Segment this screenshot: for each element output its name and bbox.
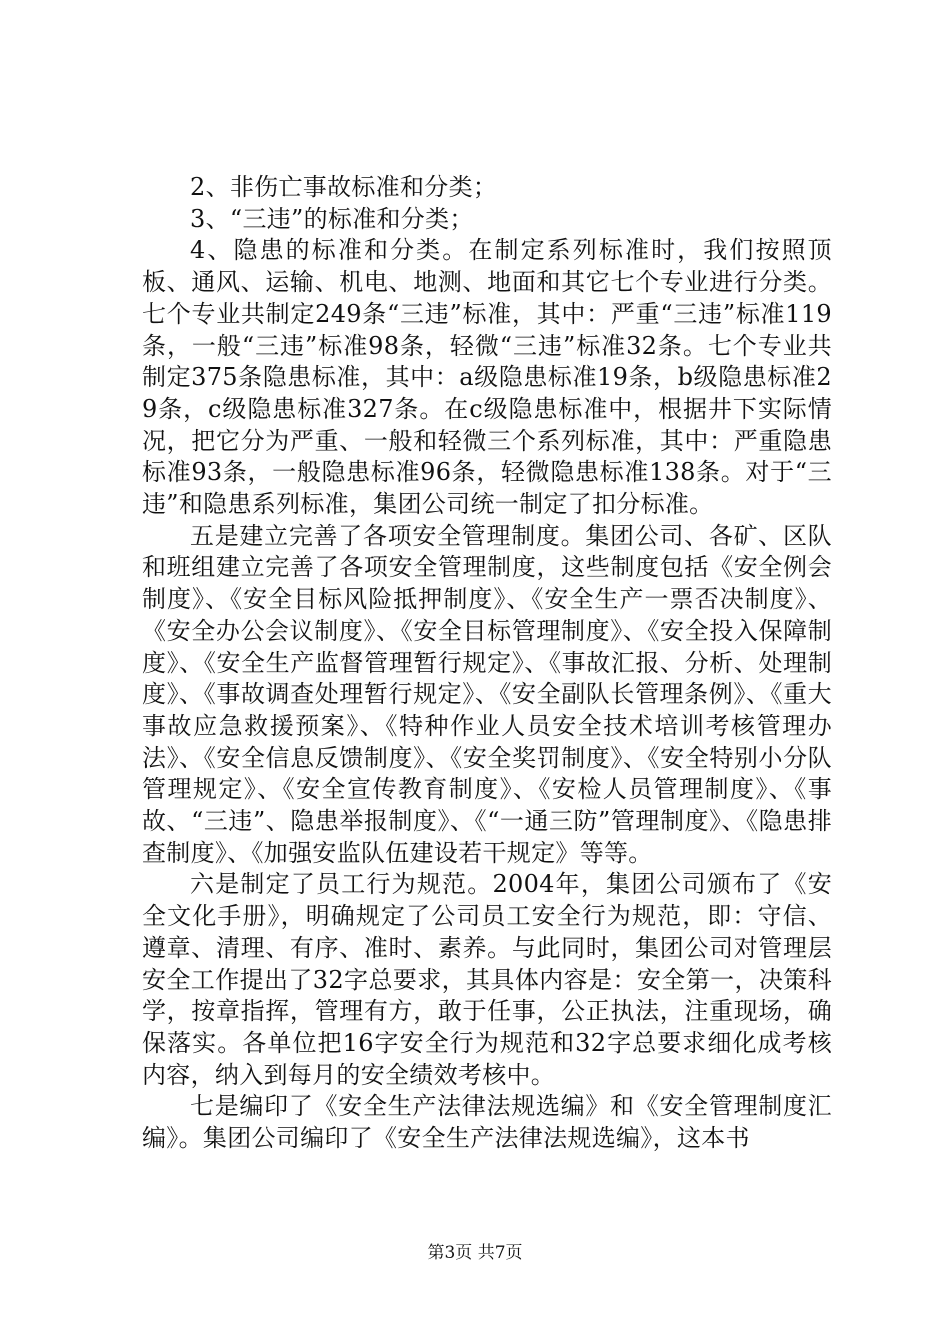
page-footer: 第3页 共7页 bbox=[427, 1243, 523, 1263]
paragraph-non-casualty-standards: 2、非伤亡事故标准和分类； bbox=[190, 173, 498, 201]
paragraph-compilations: 七是编印了《安全生产法律法规选编》和《安全管理制度汇编》。集团公司编印了《安全生产法律法规选编》，这本书 bbox=[142, 1092, 832, 1153]
document-body bbox=[142, 172, 832, 1155]
paragraph-three-violations-standards: 3、“三违”的标准和分类； bbox=[190, 204, 474, 233]
paragraph-hazard-standards: 4、隐患的标准和分类。在制定系列标准时，我们按照顶板、通风、运输、机电、地测、地面和其它七个专业进行分类。七个专业共制定249条“三违”标准，其中：严重“三违”标准119条，一般“三违”标准98条，轻微“三违”标准32条。七个专业共制定375条隐患标准，其中：a级隐患标准19条，b级隐患标准29条，c级隐患标准327条。在c级隐患标准中，根据井下实际情况，把它分为严重、一般和轻微三个系列标准，其中：严重隐患标准93条，一般隐患标准96条，轻微隐患标准138条。对于“三违”和隐患系列标准，集团公司统一制定了扣分标准。 bbox=[142, 236, 832, 519]
paragraph-employee-conduct: 六是制定了员工行为规范。2004年，集团公司颁布了《安全文化手册》，明确规定了公司员工安全行为规范，即：守信、遵章、清理、有序、准时、素养。与此同时，集团公司对管理层安全工作提出了32字总要求，其具体内容是：安全第一，决策科学，按章指挥，管理有方，敢于任事，公正执法，注重现场，确保落实。各单位把16字安全行为规范和32字总要求细化成考核内容，纳入到每月的安全绩效考核中。 bbox=[142, 870, 832, 1089]
paragraph-safety-management-systems: 五是建立完善了各项安全管理制度。集团公司、各矿、区队和班组建立完善了各项安全管理制度，这些制度包括《安全例会制度》、《安全目标风险抵押制度》、《安全生产一票否决制度》、《安全办公会议制度》、《安全目标管理制度》、《安全投入保障制度》、《安全生产监督管理暂行规定》、《事故汇报、分析、处理制度》、《事故调查处理暂行规定》、《安全副队长管理条例》、《重大事故应急救援预案》、《特种作业人员安全技术培训考核管理办法》、《安全信息反馈制度》、《安全奖罚制度》、《安全特别小分队管理规定》、《安全宣传教育制度》、《安检人员管理制度》、《事故、“三违”、隐患举报制度》、《“一通三防”管理制度》、《隐患排查制度》、《加强安监队伍建设若干规定》等等。 bbox=[142, 521, 832, 867]
